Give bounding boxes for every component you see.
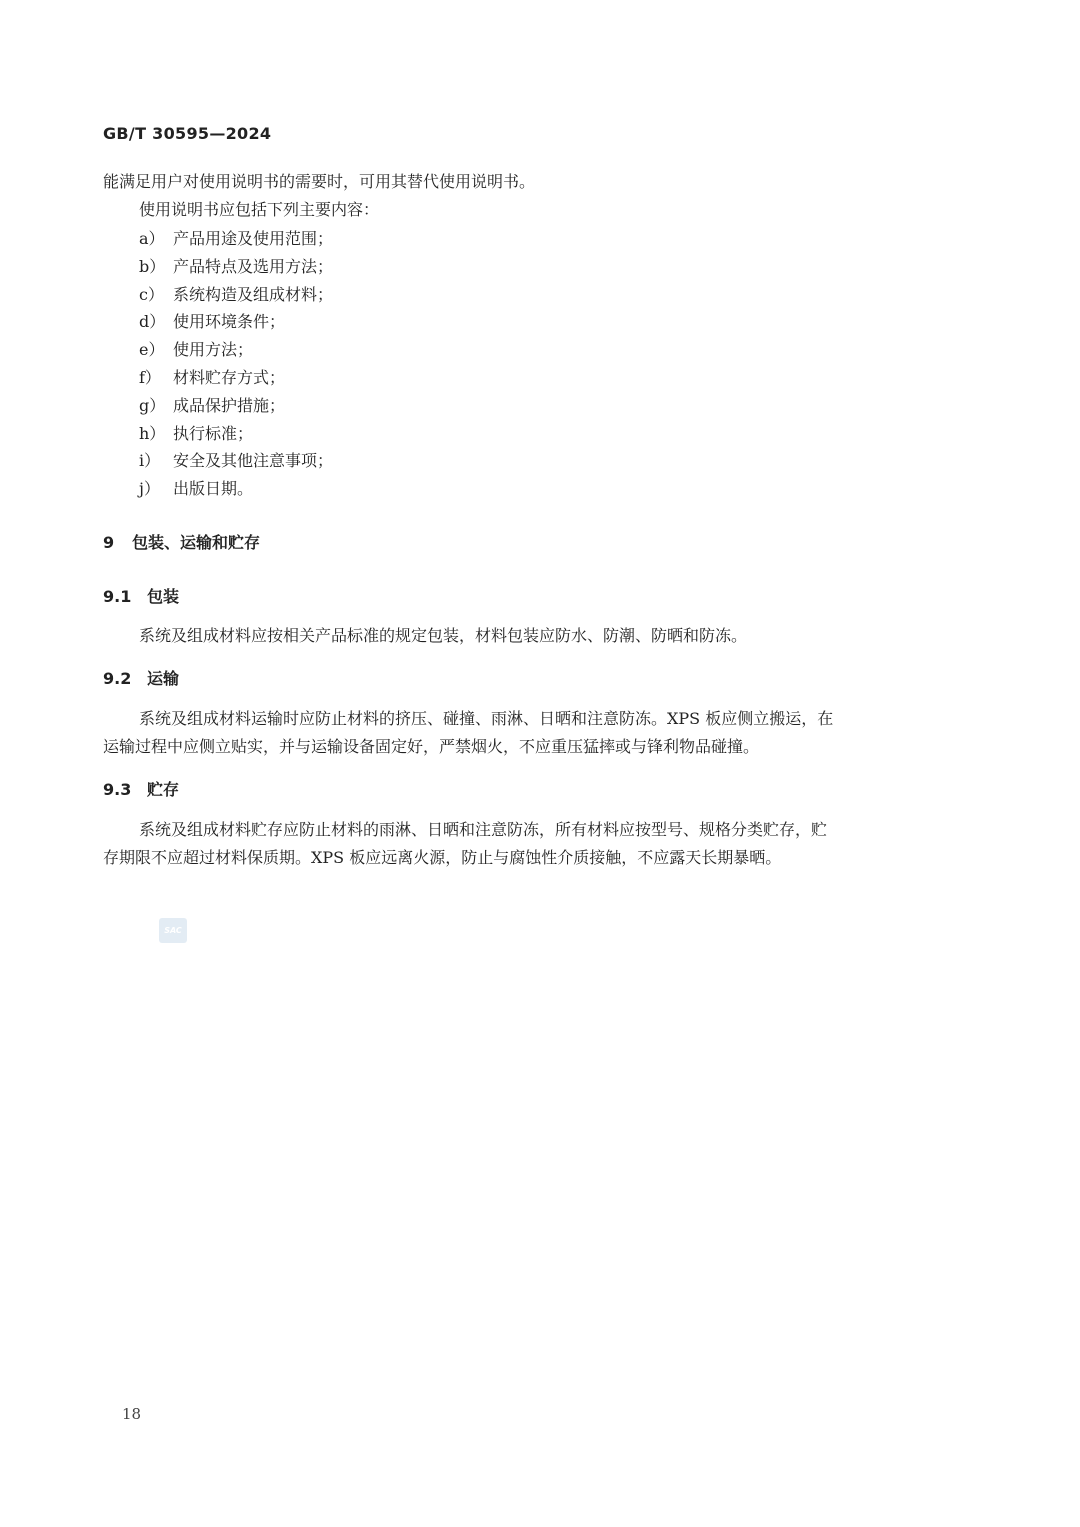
page-number: 18 [122, 1405, 142, 1423]
list-item [139, 475, 333, 503]
list-item-text: 执行标准； [173, 423, 254, 443]
list-item-label: b） [139, 256, 166, 276]
list-item-label: g） [139, 395, 166, 415]
list-item-label: f） [139, 367, 161, 387]
transport-paragraph-line-1: 系统及组成材料运输时应防止材料的挤压、碰撞、雨淋、日晒和注意防冻。XPS 板应侧立搬运，在 [139, 709, 834, 728]
subsection-number: 9.3 [103, 780, 132, 799]
contents-list [139, 225, 333, 503]
section-9-heading [103, 530, 260, 553]
list-item [139, 336, 333, 364]
section-9-3-heading [103, 777, 179, 800]
storage-paragraph-line-2: 存期限不应超过材料保质期。XPS 板应远离火源，防止与腐蚀性介质接触，不应露天长期暴晒。 [103, 848, 782, 867]
standard-number: GB/T 30595—2024 [103, 124, 272, 143]
packaging-paragraph: 系统及组成材料应按相关产品标准的规定包装，材料包装应防水、防潮、防晒和防冻。 [139, 626, 748, 645]
list-item [139, 225, 333, 253]
list-item [139, 392, 333, 420]
list-item-text: 安全及其他注意事项； [173, 451, 334, 471]
list-item [139, 420, 333, 448]
list-item-label: e） [139, 340, 165, 360]
continuation-paragraph: 能满足用户对使用说明书的需要时，可用其替代使用说明书。 [103, 172, 536, 191]
list-item-text: 产品特点及选用方法； [173, 256, 334, 276]
subsection-title: 运输 [147, 669, 180, 688]
list-item-text: 使用方法； [173, 340, 254, 360]
list-item-text: 出版日期。 [173, 479, 254, 499]
list-item-text: 使用环境条件； [173, 312, 286, 332]
list-item [139, 281, 333, 309]
section-9-1-heading [103, 584, 179, 607]
list-item-label: j） [139, 479, 160, 499]
storage-paragraph-line-1: 系统及组成材料贮存应防止材料的雨淋、日晒和注意防冻，所有材料应按型号、规格分类贮存，贮 [139, 820, 828, 839]
subsection-title: 贮存 [147, 780, 180, 799]
list-item-label: c） [139, 284, 164, 304]
section-number: 9 [103, 533, 115, 552]
subsection-number: 9.2 [103, 669, 132, 688]
subsection-title: 包装 [147, 587, 180, 606]
section-9-2-heading [103, 666, 179, 689]
list-item [139, 253, 333, 281]
list-item-text: 成品保护措施； [173, 395, 286, 415]
list-lead-paragraph: 使用说明书应包括下列主要内容： [139, 200, 380, 219]
list-item [139, 447, 333, 475]
list-item [139, 364, 333, 392]
list-item-text: 材料贮存方式； [173, 367, 286, 387]
transport-paragraph-line-2: 运输过程中应侧立贴实，并与运输设备固定好，严禁烟火，不应重压猛摔或与锋利物品碰撞。 [103, 737, 760, 756]
list-item-label: d） [139, 312, 166, 332]
subsection-number: 9.1 [103, 587, 132, 606]
list-item-label: a） [139, 229, 165, 248]
list-item-text: 产品用途及使用范围； [173, 229, 334, 248]
list-item-text: 系统构造及组成材料； [173, 284, 334, 304]
list-item-label: i） [139, 451, 161, 471]
list-item-label: h） [139, 423, 166, 443]
section-title: 包装、运输和贮存 [132, 533, 261, 552]
list-item [139, 308, 333, 336]
sac-watermark-logo: SAC [159, 918, 187, 943]
